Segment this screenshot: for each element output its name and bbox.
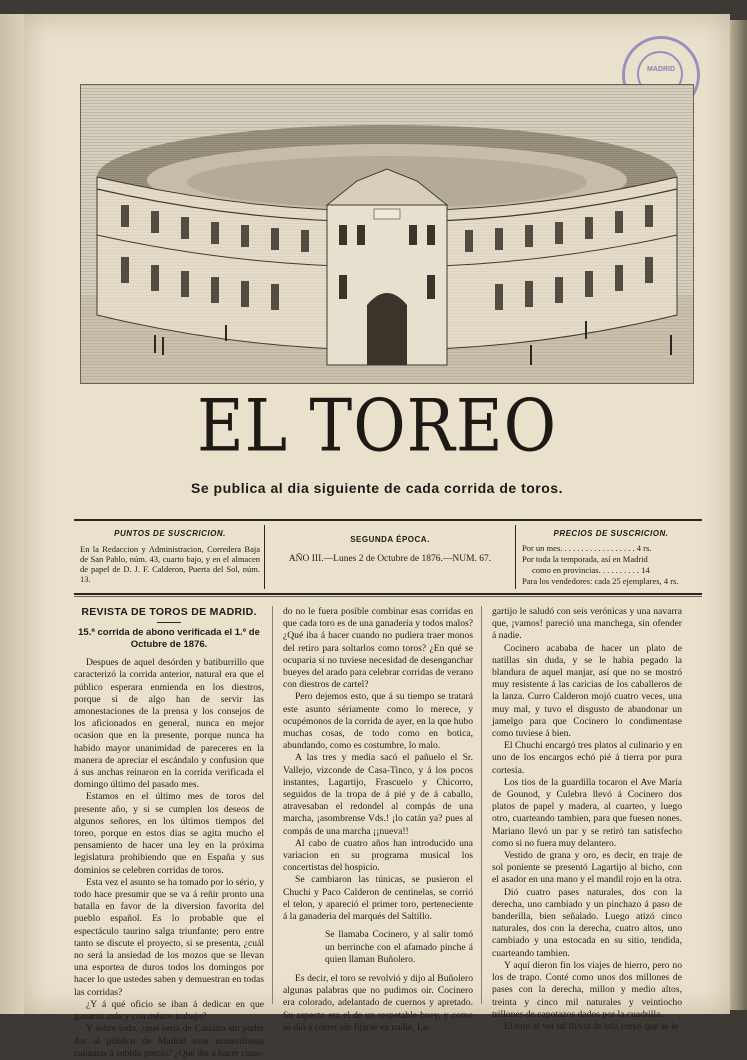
paragraph: Vestido de grana y oro, es decir, en traje de sol poniente se presentó Lagartijo al bicho, con el asador en una mano y el mandil rojo en la otra. <box>492 850 682 886</box>
paragraph: ¿Y á qué oficio se iban á dedicar en que ganaran más y con ménos trabajo? <box>74 998 264 1023</box>
bullring-illustration <box>80 84 694 384</box>
bullring-engraving <box>81 85 693 383</box>
issue-info <box>270 521 510 593</box>
book-spine-edge <box>730 20 747 1010</box>
prices-heading: PRECIOS DE SUSCRICION. <box>553 529 669 538</box>
subscription-points <box>80 521 260 593</box>
paragraph: gartijo le saludó con seis verónicas y una navarra que, ¡vamos! pareció una manchega, sin ofender á nadie. <box>492 606 682 642</box>
subscription-points-text: En la Redaccion y Administracion, Corredera Baja de San Pablo, núm. 43, cuarto bajo, y en el almacen de papel de D. J. F. Calderon, Puerta del Sol, núm. 13. <box>80 544 260 584</box>
paragraph: Pero dejemos esto, que á su tiempo se tratará este asunto sériamente como lo merece, y ocupémonos de la corrida de ayer, en la que hubo muchas cosas, de todo como en botica, abundando, como es costumbre, lo malo. <box>283 691 473 752</box>
stamp-text: MADRID <box>647 66 675 73</box>
subscription-info-box <box>74 519 702 595</box>
column-divider <box>481 606 482 1004</box>
info-divider <box>515 525 516 589</box>
article-column-3 <box>492 606 682 1033</box>
newspaper-page <box>24 14 730 1059</box>
paragraph: Despues de aquel desórden y batiburrillo que caracterizó la corrida anterior, natural era que el público esperara enmienda en los diestros, porque si de algo han de servir las amonestaciones de la prensa y los consejos de los aficionados en general, nunca en mejor ocasion que en la presente, porque nunca ha habido mayor unanimidad de pareceres en la manera de apreciar el escándalo y confusion que á sus anchas reinaron en la corrida verificada el domingo último del pasado mes. <box>74 657 264 791</box>
price-row: como en provincias. . . . . . . . . . 14 <box>532 565 650 575</box>
paragraph: Es decir, el toro se revolvió y dijo al Buñolero algunas palabras que no pudimos oir. Cocinero era colorado, adelantado de cuernos y apretado. Su aspecto era el de un respetable buey, y como se dió á correr sin fijarse en nadie, La- <box>283 973 473 1033</box>
paragraph: Los tios de la guardilla tocaron el Ave María de Gounod, y Culebra llevó á Cocinero dos platos de papel y madera, al cuarteo, y luego otro, cuarteando tambien, para que fuesen nones. Mariano llevó un par y se retiró tan satisfecho como si no fuera muy delantero. <box>492 776 682 849</box>
paragraph: Estamos en el último mes de toros del presente año, y si se cumplen los deseos de algunos señores, en los últimos tiempos del toreo, porque en estos dias se agita mucho el pensamiento de hacer una ley en la próxima legislatura prohibiendo que en España y sus dominios se celebren corridas de toros. <box>74 791 264 876</box>
article-column-2 <box>283 606 473 1034</box>
subscription-points-heading: PUNTOS DE SUSCRICION. <box>114 529 226 538</box>
info-divider <box>264 525 265 589</box>
price-row: Por un mes. . . . . . . . . . . . . . . . . . 4 rs. <box>522 543 652 553</box>
paragraph: do no le fuera posible combinar esas corridas en que cada toro es de una ganadería y todos malos? ¿Qué iba á hacer cuando no pudiera traer monos del retiro para soltarlos como toros? ¿En qué se ocuparia si no tuviese necesidad de desenganchar bueyes del arado para celebrar corridas de verano con diestros de cartel? <box>283 606 473 691</box>
paragraph: Dió cuatro pases naturales, dos con la derecha, uno cambiado y un pinchazo á paso de banderilla, bien señalado. Luego atizó cinco naturales, dos con la derecha, cuatro altos, uno cambiado y una estocada en su sitio, tendida, cuarteando tambien. <box>492 886 682 959</box>
paragraph: Se cambiaron las túnicas, se pusieron el Chuchi y Paco Calderon de centinelas, se corrió el telon, y apareció el primer toro, perteneciente á la ganaderia del marqués del Saltillo. <box>283 874 473 923</box>
newspaper-subtitle: Se publica al dia siguiente de cada corrida de toros. <box>191 480 563 496</box>
header-rule <box>74 596 702 597</box>
article-column-1 <box>74 606 264 1060</box>
issue-line: AÑO III.—Lunes 2 de Octubre de 1876.—NUM. 67. <box>288 554 492 564</box>
facing-page-edge <box>0 14 24 1014</box>
paragraph: Al cabo de cuatro años han introducido una variacion en su programa musical los concertistas del hospicio. <box>283 837 473 874</box>
paragraph: El Chuchi encargó tres platos al culinario y en uno de los encargos echó pié á tierra por pura cortesía. <box>492 740 682 776</box>
paragraph: Y aquí dieron fin los viajes de hierro, pero no los de trapo. Conté como unos dos millones de pases con la derecha, millon y medio altos, treinta y cinco mil naturales y veintiocho trillones de capotazos dados por la cuadrilla. <box>492 959 682 1020</box>
paragraph: Y sobre todo, ¿qué seria de Casiano sin poder dar al público de Madrid esas maravillosas cañamas á subido precio? ¿Qué iba á hacer cuan- <box>74 1023 264 1059</box>
paragraph: A las tres y media sacó el pañuelo el Sr. Vallejo, vizconde de Casa-Tinco, y á los pocos instantes, Lagartijo, Frascuelo y Chicorro, seguidos de la tropa de á pié y de á caballo, atravesaban el redondel al compás de una marcha, ¡asombrense Vds.! ¡lo catán ya? pues al compás de una marcha ¡¡nueva!! <box>283 752 473 837</box>
article-title: REVISTA DE TOROS DE MADRID. <box>81 606 257 618</box>
subscription-prices <box>522 521 700 593</box>
paragraph: Cocinero acababa de hacer un plato de natillas sin duda, y se le habia pegado la blandura de aquel manjar, así que no se mostró muy resistente á las caricias de los caballeros de la lanza. Curro Calderon mojó cuatro veces, una muy mal, y tuvo el disgusto de abandonar un jamelgo para que Cocinero lo condimentase como tuviese á bien. <box>492 642 682 740</box>
title-rule <box>157 622 181 623</box>
price-row: Para los vendedores: cada 25 ejemplares, 4 rs. <box>522 576 679 586</box>
paragraph: Esta vez el asunto se ha tomado por lo sério, y todo hace presumir que se va á reñir pronto una batalla en favor de la diversion favorita del pueblo español. Es lo probable que el espectáculo taurino salga triunfante; pero entre tanto se discute el proyecto, si se presenta, ¿cuál no será la ansiedad de los mozos que se llevan una esportea de duros todos los domingos por hacer lo que ustedes saben y demuestran en todas las corridas? <box>74 876 264 998</box>
column-divider <box>272 606 273 1004</box>
paragraph: El toro al ver tal lluvia de tela creyó que se le <box>504 1020 678 1032</box>
newspaper-masthead: EL TOREO <box>196 385 558 469</box>
issue-epoch: SEGUNDA ÉPOCA. <box>350 535 430 544</box>
article-subtitle: 15.ª corrida de abono verificada el 1.º de Octubre de 1876. <box>78 627 260 651</box>
price-row: Por toda la temporada, así en Madrid <box>522 554 648 564</box>
verse: Se llamaba Cocinero, y al salir tomó un berrinche con el afamado pinche á quien llaman Buñolero. <box>325 929 473 966</box>
